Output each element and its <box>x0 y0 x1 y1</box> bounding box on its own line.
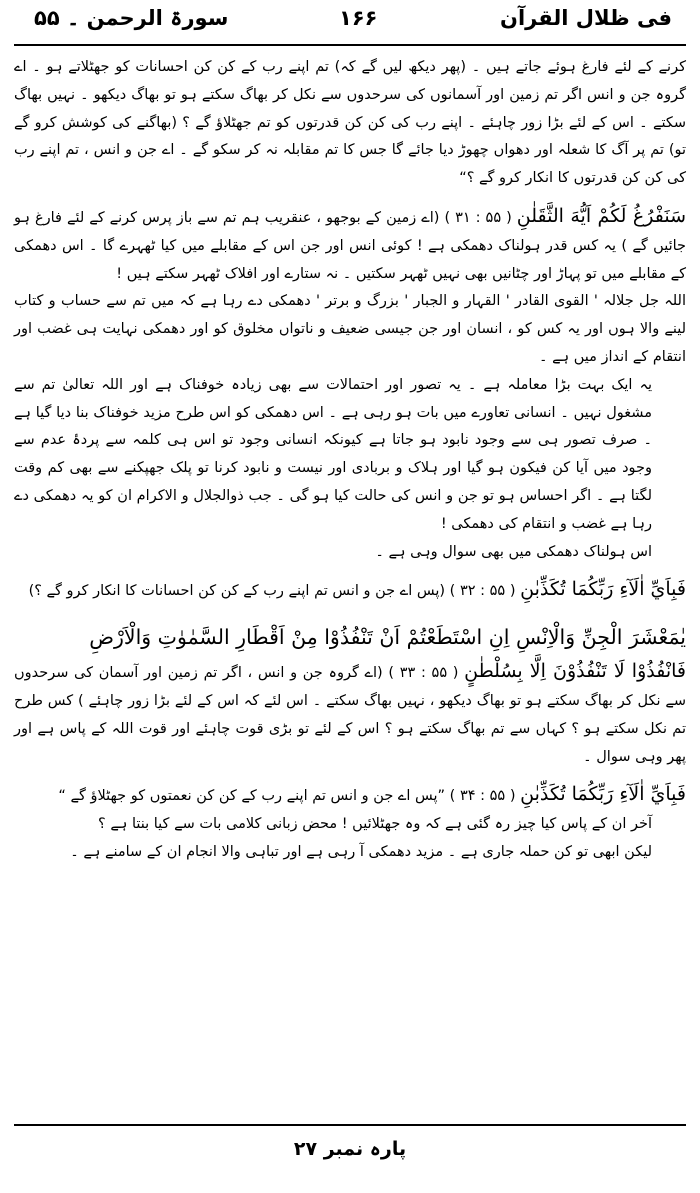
ayah-33-arabic-line-1: يٰمَعْشَرَ الْجِنِّ وَالْاِنْسِ اِنِ اسْتَطَعْتُمْ اَنْ تَنْفُذُوْا مِنْ اَقْطَارِ السَّمٰوٰتِ وَالْاَرْضِ <box>89 625 686 650</box>
para-number-label: پارہ نمبر ۲۷ <box>293 1138 407 1160</box>
ayah-33-translation: (اے گروہ جن و انس ، اگر تم زمین اور آسمان کی سرحدوں سے نکل کر بھاگ سکتے ہو تو بھاگ دیکھو ، نہیں بھاگ سکتے ۔ اس لئے کہ اس کے لئے بڑا زور چاہئے ) کس طرح تم نکل سکتے ہو ؟ کہاں سے تم بھاگ سکتے ہو ؟ اس کے لئے تو بڑی قوت چاہئے اور قوت اللہ کے پاس ہے اور پھر وہی سوال ۔ <box>14 665 686 765</box>
ayah-34-block <box>14 781 686 811</box>
ayah-34-arabic: فَبِاَيِّ اٰلَآءِ رَبِّكُمَا تُكَذِّبٰنِ <box>520 783 686 806</box>
paragraph-3: یہ ایک بہت بڑا معاملہ ہے ۔ یہ تصور اور احتمالات سے بھی زیادہ خوفناک ہے اور اللہ تعالیٰ تم سے مشغول نہیں ۔ انسانی تعاورے میں بات ہو رہی ہے ۔ اس دھمکی کو اس طرح مزید خوفناک بنا دیا گیا ہے ۔ صرف تصور ہی سے وجود نابود ہو جاتا ہے کیونکہ انسانی وجود تو اس ہی کلمہ سے پردۂ عدم سے وجود میں آیا کن فیکون ہو گیا اور ہلاک و بربادی اور نیست و نابود کرنا تو پلک جھپکنے سے بھی کم وقت لگتا ہے ۔ اگر احساس ہو تو جن و انس کی حالت کیا ہو گی ۔ جب ذوالجلال و الاکرام ان کو یہ دھمکی دے رہا ہے غضب و انتقام کی دھمکی ! <box>14 376 652 532</box>
ayah-31-reference: ( ۵۵ : ۳۱ ) <box>444 209 512 226</box>
ayah-31-block <box>14 203 686 288</box>
ayah-32-arabic: فَبِاَيِّ اٰلَآءِ رَبِّكُمَا تُكَذِّبٰنِ <box>520 578 686 601</box>
footer-rule <box>14 1124 686 1126</box>
ayah-32-block <box>14 576 686 606</box>
ayah-34-translation: ”پس اے جن و انس تم اپنے رب کے کن کن نعمتوں کو جھٹلاؤ گے “ <box>58 788 446 805</box>
ayah-33-reference: ( ۵۵ : ۳۳ ) <box>388 665 459 682</box>
spacer <box>14 566 686 576</box>
ayah-32-translation: (پس اے جن و انس تم اپنے رب کے کن کن احسانات کا انکار کرو گے ؟) <box>28 583 446 600</box>
spacer <box>14 193 686 203</box>
spacer <box>14 771 686 781</box>
paragraph-4: اس ہولناک دھمکی میں بھی سوال وہی ہے ۔ <box>375 543 652 560</box>
paragraph-1: کرنے کے لئے فارغ ہوئے جاتے ہیں ۔ (پھر دیکھ لیں گے کہ) تم اپنے رب کے کن کن احسانات کو جھٹلاتے ہو ۔ اے گروہ جن و انس اگر تم زمین اور آسمانوں کی سرحدوں سے نکل کر بھاگ سکتے ہو تو بھاگ دیکھو ۔ نہیں بھاگ سکتے ۔ اس کے لئے بڑا زور چاہئے ۔ اپنے رب کی کن کن قدرتوں کو تم جھٹلاؤ گے ؟ (بھاگنے کی کوشش کرو گے تو) تم پر آگ کا شعلہ اور دھواں چھوڑ دیا جائے گا جس کا تم مقابلہ نہ کر سکو گے ۔ اے جن و انس ، تم اپنے رب کی کن کن قدرتوں کا انکار کرو گے ؟“ <box>14 59 686 187</box>
page-header <box>14 0 686 44</box>
page-number: ۱۶۶ <box>339 6 378 30</box>
ayah-33-arabic-line-2: فَانْفُذُوْا لَا تَنْفُذُوْنَ اِلَّا بِسُلْطٰنٍ <box>464 660 686 683</box>
paragraph-2: اللہ جل جلالہ ' القوی القادر ' القہار و الجبار ' بزرگ و برتر ' دھمکی دے رہا ہے کہ میں تم سے حساب و کتاب لینے والا ہوں اور یہ کس کو ، انسان اور جن جیسی ضعیف و ناتواں مخلوق کو اور دھمکی نہایت ہی غضب اور انتقام کے انداز میں ہے ۔ <box>14 293 686 365</box>
ayah-33-block <box>14 658 686 771</box>
page-content <box>14 46 686 867</box>
spacer <box>14 606 686 616</box>
book-title: فی ظلال القرآن <box>500 6 672 30</box>
ayah-34-reference: ( ۵۵ : ۳۴ ) <box>449 788 516 805</box>
surah-title: سورۃ الرحمن ۔ ۵۵ <box>34 6 229 30</box>
ayah-31-arabic: سَنَفْرُغُ لَكُمْ اَيُّهَ الثَّقَلٰنِ <box>516 204 686 227</box>
paragraph-5: آخر ان کے پاس کیا چیز رہ گئی ہے کہ وہ جھٹلائیں ! محض زبانی کلامی بات سے کیا بنتا ہے ؟ <box>98 816 652 833</box>
paragraph-6: لیکن ابھی تو کن حملہ جاری ہے ۔ مزید دھمکی آ رہی ہے اور تباہی والا انجام ان کے سامنے ہے ۔ <box>70 843 652 860</box>
ayah-31-translation: (اے زمین کے بوجھو ، عنقریب ہم تم سے باز پرس کرنے کے لئے فارغ ہو جائیں گے ) یہ کس قدر ہولناک دھمکی ہے ! کوئی انس اور جن اس کے مقابلے میں کیا ٹھہرے گا ۔ اس دھمکی کے مقابلے میں تو پہاڑ اور چٹانیں بھی نہیں ٹھہر سکتیں ۔ نہ ستارے اور افلاک ٹھہر سکتے ہیں ! <box>14 209 686 282</box>
ayah-32-reference: ( ۵۵ : ۳۲ ) <box>449 583 516 600</box>
